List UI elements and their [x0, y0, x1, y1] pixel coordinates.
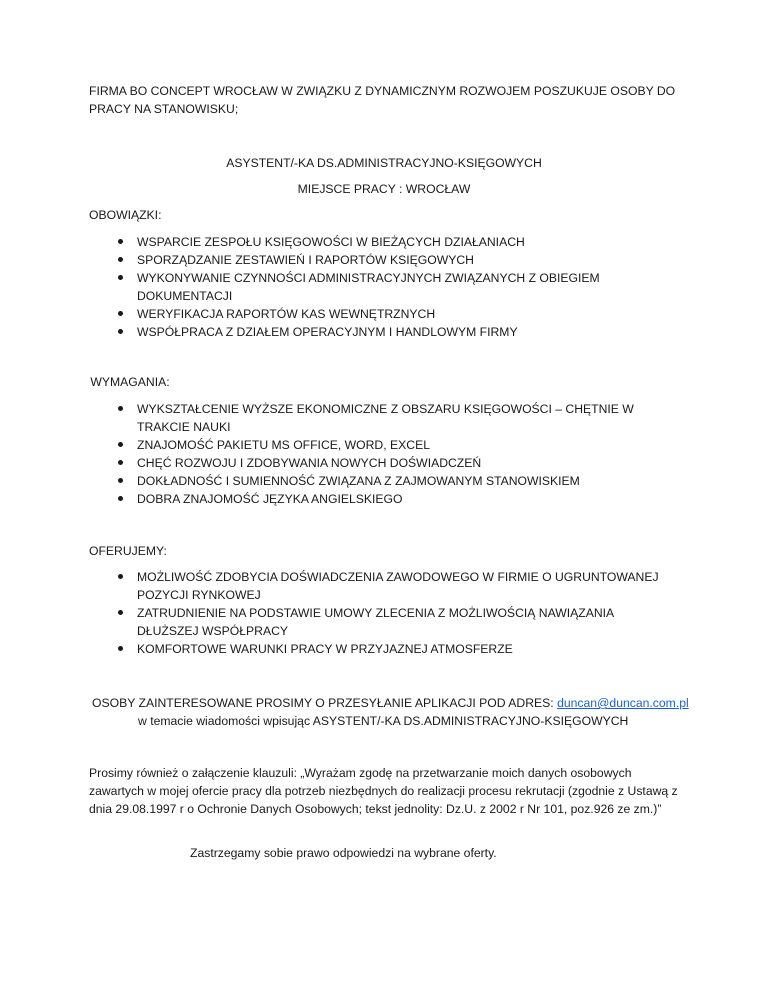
job-location: MIEJSCE PRACY : WROCŁAW: [297, 182, 471, 196]
list-item: WYKONYWANIE CZYNNOŚCI ADMINISTRACYJNYCH ZWIĄZANYCH Z OBIEGIEM DOKUMENTACJI: [118, 269, 678, 305]
list-item: KOMFORTOWE WARUNKI PRACY W PRZYJAZNEJ ATMOSFERZE: [118, 640, 678, 658]
duties-heading: OBOWIĄZKI:: [89, 208, 162, 222]
list-item: WYKSZTAŁCENIE WYŻSZE EKONOMICZNE Z OBSZARU KSIĘGOWOŚCI – CHĘTNIE W TRAKCIE NAUKI: [118, 400, 678, 436]
list-item: MOŻLIWOŚĆ ZDOBYCIA DOŚWIADCZENIA ZAWODOWEGO W FIRMIE O UGRUNTOWANEJ POZYCJI RYNKOWEJ: [118, 568, 678, 604]
reservation-note: Zastrzegamy sobie prawo odpowiedzi na wybrane oferty.: [190, 846, 497, 860]
duties-list: [118, 233, 678, 341]
offer-list: [118, 568, 678, 658]
application-instructions: [92, 694, 692, 712]
application-text: OSOBY ZAINTERESOWANE PROSIMY O PRZESYŁANIE APLIKACJI POD ADRES:: [92, 696, 558, 710]
intro-paragraph: FIRMA BO CONCEPT WROCŁAW W ZWIĄZKU Z DYNAMICZNYM ROZWOJEM POSZUKUJE OSOBY DO PRACY NA STANOWISKU;: [89, 84, 676, 116]
offer-heading: OFERUJEMY:: [89, 544, 167, 558]
list-item: DOKŁADNOŚĆ I SUMIENNOŚĆ ZWIĄZANA Z ZAJMOWANYM STANOWISKIEM: [118, 472, 678, 490]
list-item: WERYFIKACJA RAPORTÓW KAS WEWNĘTRZNYCH: [118, 305, 678, 323]
list-item: DOBRA ZNAJOMOŚĆ JĘZYKA ANGIELSKIEGO: [118, 490, 678, 508]
requirements-list: [118, 400, 678, 508]
requirements-heading: WYMAGANIA:: [87, 375, 170, 389]
job-title: ASYSTENT/-KA DS.ADMINISTRACYJNO-KSIĘGOWYCH: [226, 156, 542, 170]
list-item: ZNAJOMOŚĆ PAKIETU MS OFFICE, WORD, EXCEL: [118, 436, 678, 454]
consent-clause: Prosimy również o załączenie klauzuli: „Wyrażam zgodę na przetwarzanie moich danych osobowych zawartych w mojej ofercie pracy dla potrzeb niezbędnych do realizacji procesu rekrutacji (zgodnie z Ustawą z dnia 29.08.1997 r o Ochronie Danych Osobowych; tekst jednolity: Dz.U. z 2002 r Nr 101, poz.926 ze zm.)”: [89, 766, 678, 816]
list-item: ZATRUDNIENIE NA PODSTAWIE UMOWY ZLECENIA Z MOŻLIWOŚCIĄ NAWIĄZANIA DŁUŻSZEJ WSPÓŁPRACY: [118, 604, 678, 640]
list-item: CHĘĆ ROZWOJU I ZDOBYWANIA NOWYCH DOŚWIADCZEŃ: [118, 454, 678, 472]
email-link[interactable]: duncan@duncan.com.pl: [557, 696, 689, 710]
list-item: WSPARCIE ZESPOŁU KSIĘGOWOŚCI W BIEŻĄCYCH DZIAŁANIACH: [118, 233, 678, 251]
list-item: SPORZĄDZANIE ZESTAWIEŃ I RAPORTÓW KSIĘGOWYCH: [118, 251, 678, 269]
application-subject-line: w temacie wiadomości wpisując ASYSTENT/-KA DS.ADMINISTRACYJNO-KSIĘGOWYCH: [138, 714, 629, 728]
list-item: WSPÓŁPRACA Z DZIAŁEM OPERACYJNYM I HANDLOWYM FIRMY: [118, 323, 678, 341]
